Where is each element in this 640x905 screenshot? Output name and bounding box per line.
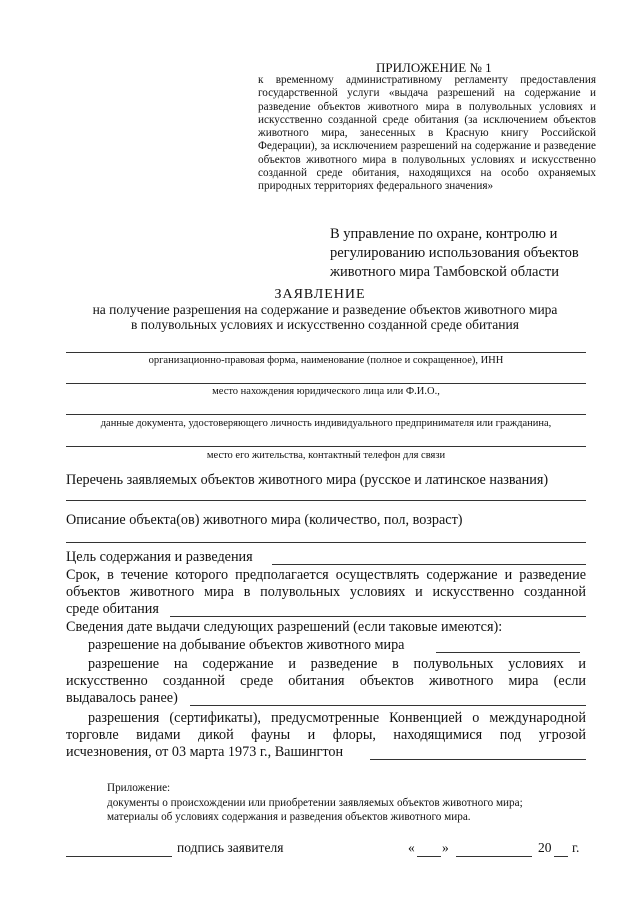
date-year-suffix: г. bbox=[572, 840, 580, 855]
description-input-line[interactable] bbox=[66, 542, 586, 543]
certificates-line1: разрешения (сертификаты), предусмотренные Конвенцией о международной bbox=[88, 710, 586, 726]
addressee-line: животного мира Тамбовской области bbox=[330, 264, 559, 280]
location-caption: место нахождения юридического лица или Ф.И.О., bbox=[212, 386, 440, 397]
permits-intro: Сведения дате выдачи следующих разрешений (если таковые имеются): bbox=[66, 619, 503, 635]
addressee-line: В управление по охране, контролю и bbox=[330, 226, 558, 242]
term-input-line[interactable] bbox=[170, 616, 586, 617]
signature-input-line[interactable] bbox=[66, 856, 172, 857]
attachment-item: документы о происхождении или приобретении заявляемых объектов животного мира; bbox=[107, 797, 523, 809]
certificates-input-line[interactable] bbox=[370, 759, 586, 760]
residence-caption: место его жительства, контактный телефон для связи bbox=[206, 450, 446, 461]
date-year-prefix: 20 bbox=[538, 840, 552, 855]
date-year-input-line[interactable] bbox=[554, 856, 568, 857]
date-quote-open: « bbox=[408, 840, 415, 855]
signature-label: подпись заявителя bbox=[177, 840, 284, 855]
term-label-line2: объектов животного мира в полувольных условиях и искусственно созданной bbox=[66, 584, 586, 600]
document-subtitle bbox=[40, 303, 610, 332]
date-month-input-line[interactable] bbox=[456, 856, 532, 857]
permit-keeping-line1: разрешение на содержание и разведение в полувольных условиях и bbox=[88, 656, 586, 672]
appendix-text: к временному административному регламенту предоставления государственной услуги «выдача разрешений на содержание и разведение объектов животного мира в полувольных условиях и искусственно созданной среде обитания (за исключением объектов животного мира, занесенных в Красную книгу Российской Федерации), за исключением разрешений на содержание и разведение объектов животного мира в полувольных условиях и искусственно созданной среде обитания, находящихся на особо охраняемых природных территориях федерального значения» bbox=[258, 74, 596, 193]
document-title: ЗАЯВЛЕНИЕ bbox=[274, 287, 366, 302]
permit-extraction-input-line[interactable] bbox=[436, 652, 580, 653]
appendix-title: ПРИЛОЖЕНИЕ № 1 bbox=[376, 60, 492, 75]
permit-keeping-input-line[interactable] bbox=[190, 705, 586, 706]
permit-keeping-line3: выдавалось ранее) bbox=[66, 690, 178, 706]
attachment-item: материалы об условиях содержания и разведения объектов животного мира. bbox=[107, 811, 471, 823]
certificates-line3: исчезновения, от 03 марта 1973 г., Вашингтон bbox=[66, 744, 344, 760]
permit-keeping-line2: искусственно созданной среде обитания объектов животного мира (если bbox=[66, 673, 586, 689]
document-input-line[interactable] bbox=[66, 414, 586, 415]
org-caption: организационно-правовая форма, наименование (полное и сокращенное), ИНН bbox=[148, 355, 504, 366]
objects-list-label: Перечень заявляемых объектов животного мира (русское и латинское названия) bbox=[66, 472, 549, 488]
org-input-line[interactable] bbox=[66, 352, 586, 353]
permit-extraction-label: разрешение на добывание объектов животного мира bbox=[88, 637, 405, 653]
purpose-label: Цель содержания и разведения bbox=[66, 549, 253, 565]
date-day-input-line[interactable] bbox=[417, 856, 441, 857]
term-label-line1: Срок, в течение которого предполагается осуществлять содержание и разведение bbox=[66, 567, 586, 583]
addressee-block bbox=[330, 225, 600, 282]
objects-list-input-line[interactable] bbox=[66, 500, 586, 501]
term-label-line3: среде обитания bbox=[66, 601, 159, 617]
document-caption: данные документа, удостоверяющего личность индивидуального предпринимателя или гражданина, bbox=[100, 418, 552, 429]
location-input-line[interactable] bbox=[66, 383, 586, 384]
date-quote-close: » bbox=[442, 840, 449, 855]
residence-input-line[interactable] bbox=[66, 446, 586, 447]
subtitle-line: на получение разрешения на содержание и разведение объектов животного мира bbox=[92, 302, 558, 317]
description-label: Описание объекта(ов) животного мира (количество, пол, возраст) bbox=[66, 512, 463, 528]
attachment-title: Приложение: bbox=[107, 782, 171, 794]
purpose-input-line[interactable] bbox=[272, 564, 586, 565]
certificates-line2: торговле видами дикой фауны и флоры, находящимися под угрозой bbox=[66, 727, 586, 743]
subtitle-line: в полувольных условиях и искусственно созданной среде обитания bbox=[131, 316, 519, 332]
addressee-line: регулированию использования объектов bbox=[330, 245, 579, 261]
